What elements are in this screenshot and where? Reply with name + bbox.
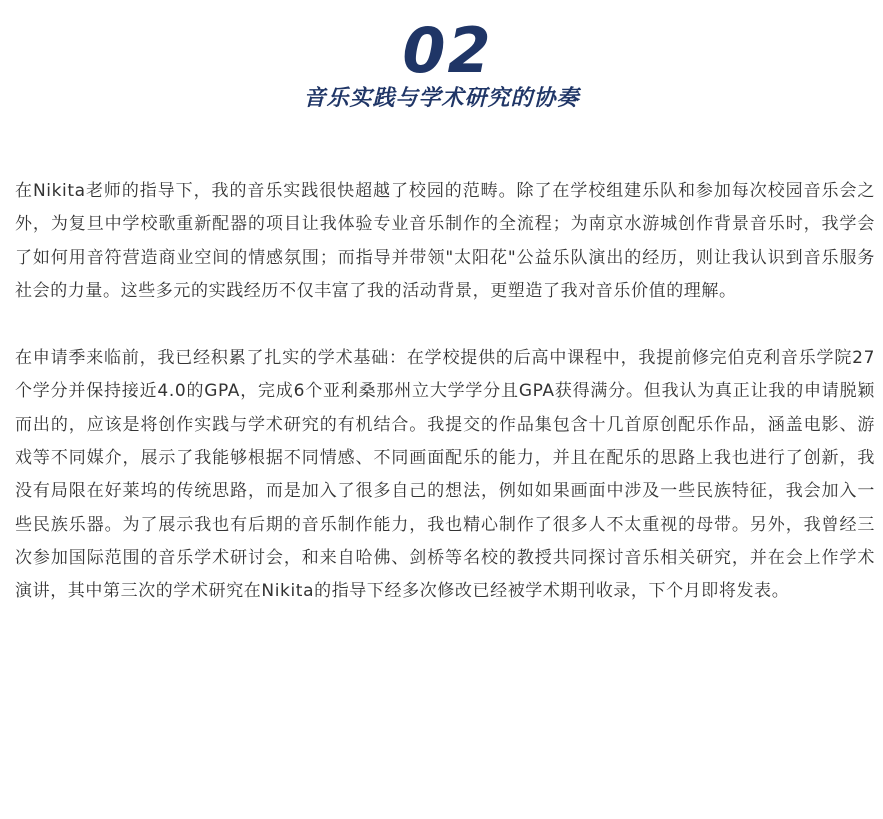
article-body <box>15 175 875 609</box>
section-title: 音乐实践与学术研究的协奏 <box>303 86 580 111</box>
section-header <box>0 14 883 112</box>
paragraph-practice: 在Nikita老师的指导下，我的音乐实践很快超越了校园的范畴。除了在学校组建乐队和参加每次校园音乐会之外，为复旦中学校歌重新配器的项目让我体验专业音乐制作的全流程；为南京水游城创作背景音乐时，我学会了如何用音符营造商业空间的情感氛围；而指导并带领"太阳花"公益乐队演出的经历，则让我认识到音乐服务社会的力量。这些多元的实践经历不仅丰富了我的活动背景，更塑造了我对音乐价值的理解。 <box>15 181 875 301</box>
paragraph-academics: 在申请季来临前，我已经积累了扎实的学术基础：在学校提供的后高中课程中，我提前修完伯克利音乐学院27个学分并保持接近4.0的GPA，完成6个亚利桑那州立大学学分且GPA获得满分。但我认为真正让我的申请脱颖而出的，应该是将创作实践与学术研究的有机结合。我提交的作品集包含十几首原创配乐作品，涵盖电影、游戏等不同媒介，展示了我能够根据不同情感、不同画面配乐的能力，并且在配乐的思路上我也进行了创新，我没有局限在好莱坞的传统思路，而是加入了很多自己的想法，例如如果画面中涉及一些民族特征，我会加入一些民族乐器。为了展示我也有后期的音乐制作能力，我也精心制作了很多人不太重视的母带。另外，我曾经三次参加国际范围的音乐学术研讨会，和来自哈佛、剑桥等名校的教授共同探讨音乐相关研究，并在会上作学术演讲，其中第三次的学术研究在Nikita的指导下经多次修改已经被学术期刊收录，下个月即将发表。 <box>15 348 875 602</box>
section-number: 02 <box>402 14 493 87</box>
